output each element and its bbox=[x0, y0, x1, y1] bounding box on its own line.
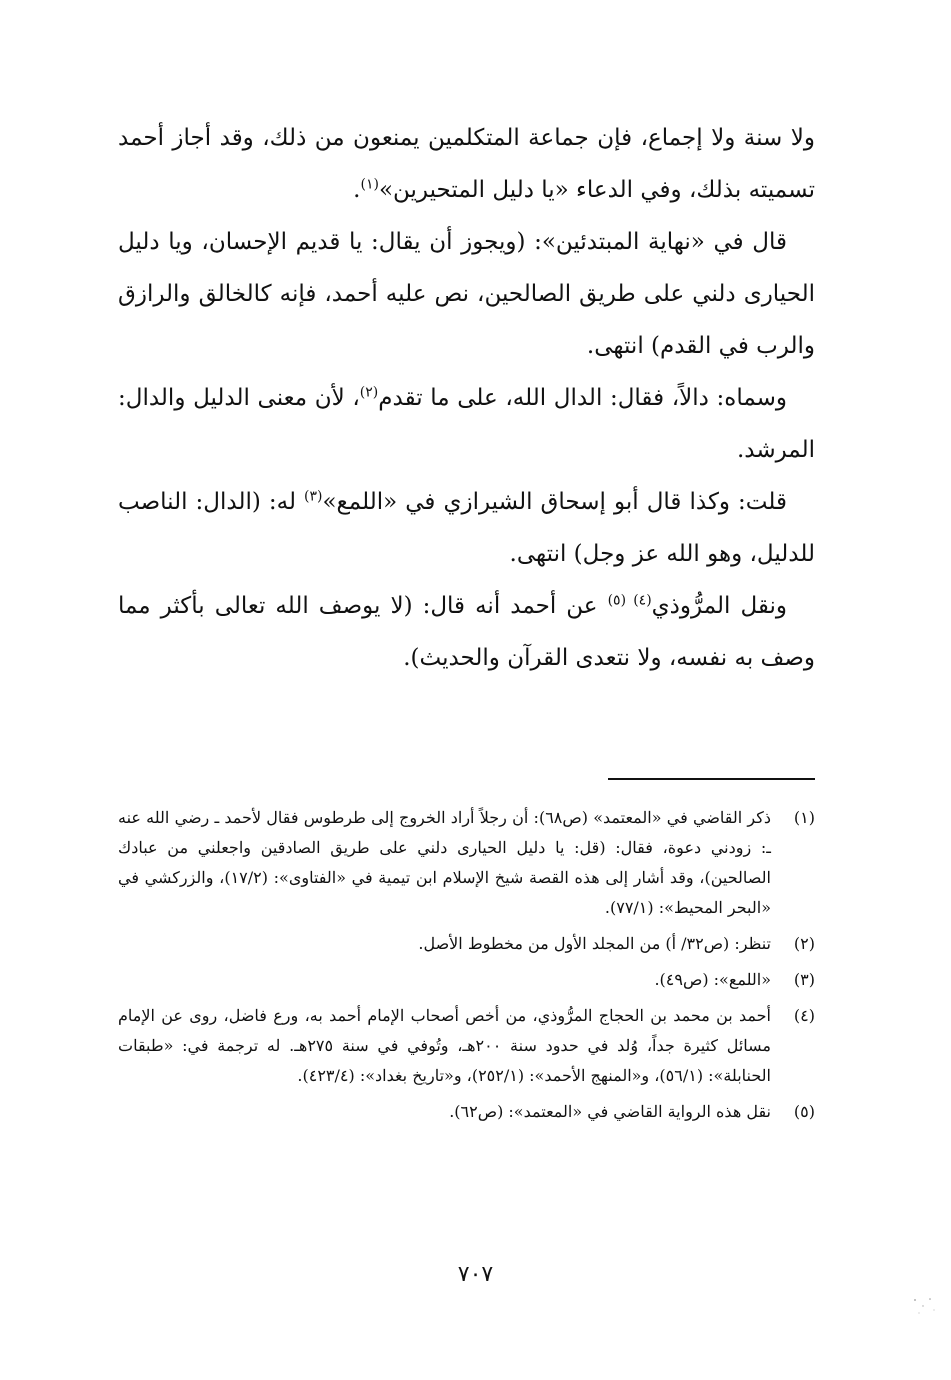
footnote-text: نقل هذه الرواية القاضي في «المعتمد»: (ص٦٢). bbox=[449, 1102, 771, 1121]
footnote-number: (٥) bbox=[793, 1102, 815, 1121]
paragraph: ونقل المرُّوذي$^{(٤) (٥)}$ عن أحمد أنه قال: (لا يوصف الله تعالى بأكثر مما وصف به نفسه، ولا نتعدى القرآن والحديث). bbox=[118, 592, 815, 671]
paragraph: ولا سنة ولا إجماع، فإن جماعة المتكلمين يمنعون من ذلك، وقد أجاز أحمد تسميته بذلك، وفي الدعاء «يا دليل المتحيرين»$^{(١)}$. bbox=[118, 125, 815, 203]
footnote-number: (١) bbox=[793, 808, 815, 827]
footnote-ref: (١) bbox=[360, 176, 379, 193]
footnote bbox=[118, 1001, 815, 1091]
footnote-divider bbox=[608, 778, 815, 780]
footnote-text: تنظر: (ص٣٢/ أ) من المجلد الأول من مخطوط الأصل. bbox=[418, 934, 771, 953]
footnote-number: (٣) bbox=[793, 970, 815, 989]
footnote-text: أحمد بن محمد بن الحجاج المرُّوذي، من أخص أصحاب الإمام أحمد به، ورع فاضل، روى عن الإمام مسائل كثيرة جداً، وُلد في حدود سنة ٢٠٠هـ، وتُوفي في سنة ٢٧٥هـ. له ترجمة في: «طبقات الحنابلة»: (٥٦/١)، و«المنهج الأحمد»: (٢٥٢/١)، و«تاريخ بغداد»: (٤٢٣/٤). bbox=[118, 1006, 772, 1085]
footnote bbox=[118, 965, 815, 995]
scan-specks bbox=[909, 1294, 939, 1318]
paragraph: وسماه: دالاً، فقال: الدال الله، على ما تقدم$^{(٢)}$، لأن معنى الدليل والدال: المرشد. bbox=[118, 384, 815, 463]
footnote-ref: (٣) bbox=[304, 488, 323, 505]
footnote bbox=[118, 1097, 815, 1127]
footnote bbox=[118, 929, 815, 959]
footnote bbox=[118, 803, 815, 923]
footnote-number: (٢) bbox=[793, 934, 815, 953]
page-number: ٧٠٧ bbox=[457, 1262, 494, 1287]
main-text bbox=[118, 112, 815, 684]
footnote-number: (٤) bbox=[793, 1006, 815, 1025]
paragraph: قلت: وكذا قال أبو إسحاق الشيرازي في «اللمع»$^{(٣)}$ له: (الدال: الناصب للدليل، وهو الله عز وجل) انتهى. bbox=[118, 488, 815, 567]
footnote-ref: (٤) (٥) bbox=[607, 592, 652, 609]
footnote-text: «اللمع»: (ص٤٩). bbox=[654, 970, 771, 989]
paragraph: قال في «نهاية المبتدئين»: (ويجوز أن يقال: يا قديم الإحسان، ويا دليل الحيارى دلني على طريق الصالحين، نص عليه أحمد، فإنه كالخالق والرازق والرب في القدم) انتهى. bbox=[118, 229, 815, 359]
footnote-text: ذكر القاضي في «المعتمد» (ص٦٨): أن رجلاً أراد الخروج إلى طرطوس فقال لأحمد ـ رضي الله عنه ـ: زودني دعوة، فقال: (قل: يا دليل الحيارى دلني على طريق الصادقين واجعلني من عبادك الصالحين)، وقد أشار إلى هذه القصة شيخ الإسلام ابن تيمية في «الفتاوى»: (١٧/٢)، والزركشي في «البحر المحيط»: (٧٧/١). bbox=[118, 808, 771, 917]
footnote-ref: (٢) bbox=[359, 384, 379, 401]
footnotes bbox=[118, 803, 815, 1133]
